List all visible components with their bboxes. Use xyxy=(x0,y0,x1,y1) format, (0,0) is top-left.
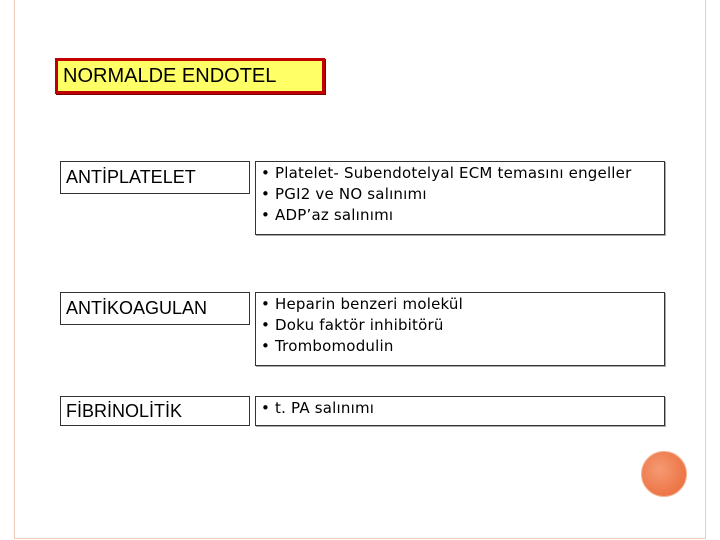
row-detail-antiplatelet xyxy=(255,161,665,235)
row-detail-fibrinolitik xyxy=(255,396,665,426)
list-item: • t. PA salınımı xyxy=(261,399,375,417)
list-item: • Doku faktör inhibitörü xyxy=(261,316,444,334)
list-item: • Trombomodulin xyxy=(261,337,394,355)
row-label-antiplatelet: ANTİPLATELET xyxy=(60,161,250,194)
row-detail-antikoagulan xyxy=(255,292,665,366)
slide-title: NORMALDE ENDOTEL xyxy=(55,58,325,94)
list-item: • Platelet- Subendotelyal ECM temasını engeller xyxy=(261,164,632,182)
row-label-fibrinolitik: FİBRİNOLİTİK xyxy=(60,396,250,426)
decorative-circle xyxy=(641,451,687,497)
list-item: • PGI2 ve NO salınımı xyxy=(261,185,427,203)
list-item: • ADP’az salınımı xyxy=(261,206,394,224)
row-label-antikoagulan: ANTİKOAGULAN xyxy=(60,292,250,325)
list-item: • Heparin benzeri molekül xyxy=(261,295,463,313)
